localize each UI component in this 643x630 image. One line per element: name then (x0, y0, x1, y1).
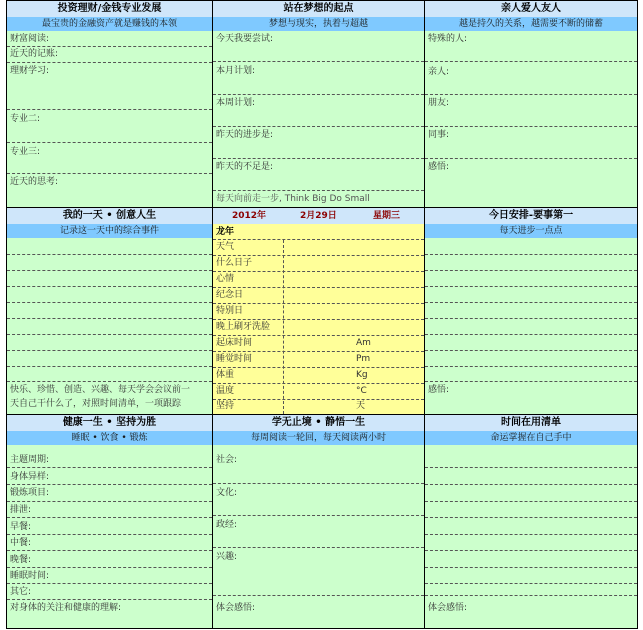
day-footer-line1: 快乐、珍惜、创造、兴趣、每天学会会议前一 (10, 385, 191, 395)
health-label-sleep: 睡眠时间: (10, 571, 50, 581)
date-row-mood: 心情 (216, 274, 235, 284)
section-learning-subtitle: 每周阅读一轮回，每天阅读两小时 (213, 431, 424, 445)
date-row-weight: 体重 (216, 370, 235, 380)
family-label-special: 特殊的人: (428, 34, 468, 44)
learning-label-insight: 体会感悟: (216, 603, 256, 613)
dream-label-progress: 昨天的进步是: (216, 130, 274, 140)
finance-label-thinking: 近天的思考: (10, 177, 59, 187)
date-weekday: 星期三 (373, 211, 401, 221)
dream-label-shortfall: 昨天的不足是: (216, 162, 274, 172)
date-title: 龙年 (216, 227, 235, 237)
date-row-weather: 天气 (216, 242, 235, 252)
date-day: 2月29日 (300, 211, 337, 221)
finance-label-pro2: 专业二: (10, 114, 41, 124)
grid-border (6, 0, 638, 629)
health-label-breakfast: 早餐: (10, 522, 32, 532)
finance-label-study: 理财学习: (10, 66, 50, 76)
dream-label-month: 本月计划: (216, 66, 256, 76)
section-finance-subtitle: 最宝贵的金融资产就是赚钱的本领 (7, 17, 212, 31)
date-row-wake-unit: Am (356, 338, 371, 348)
dream-label-week: 本周计划: (216, 98, 256, 108)
date-row-temperature-unit: °C (356, 386, 367, 396)
date-row-anniversary: 纪念日 (216, 290, 244, 300)
agenda-footer-feeling: 感悟: (428, 385, 450, 395)
family-label-feeling: 感悟: (428, 162, 450, 172)
learning-label-economy: 政经: (216, 520, 238, 530)
section-learning-header: 学无止境 • 静悟一生 (213, 415, 424, 431)
health-label-excretion: 排泄: (10, 505, 32, 515)
health-label-dinner: 晚餐: (10, 555, 32, 565)
date-row-weight-unit: Kg (356, 370, 368, 380)
date-row-sleep: 睡觉时间 (216, 354, 253, 364)
day-footer-line2: 天自己干什么了，对照时间清单，一项跟踪 (10, 399, 182, 409)
learning-label-interest: 兴趣: (216, 552, 238, 562)
section-day-header: 我的一天 • 创意人生 (7, 208, 212, 224)
dream-label-try: 今天我要尝试: (216, 34, 274, 44)
health-label-abnormal: 身体异样: (10, 472, 50, 482)
health-label-exercise: 锻炼项目: (10, 488, 50, 498)
learning-label-culture: 文化: (216, 488, 238, 498)
date-row-temperature: 温度 (216, 386, 235, 396)
section-family-header: 亲人爱人友人 (425, 1, 637, 17)
finance-label-reading: 财富阅读: (10, 34, 50, 44)
section-time-subtitle: 命运掌握在自己手中 (425, 431, 637, 445)
learning-label-society: 社会: (216, 455, 238, 465)
date-row-sleep-unit: Pm (356, 354, 371, 364)
time-footer-insight: 体会感悟: (428, 603, 468, 613)
dream-footer: 每天向前走一步, Think Big Do Small (216, 194, 370, 204)
date-year: 2012年 (232, 211, 267, 221)
health-label-lunch: 中餐: (10, 538, 32, 548)
family-label-colleagues: 同事: (428, 130, 450, 140)
date-row-wake: 起床时间 (216, 338, 253, 348)
date-row-persist-unit: 天 (356, 401, 366, 411)
date-row-special: 特别日 (216, 306, 244, 316)
section-agenda-header: 今日安排-要事第一 (425, 208, 637, 224)
section-time-header: 时间在用清单 (425, 415, 637, 431)
health-label-cycle: 主题周期: (10, 455, 50, 465)
health-label-other: 其它: (10, 587, 32, 597)
date-row-brush: 晚上刷牙洗脸 (216, 322, 271, 332)
finance-label-bookkeeping: 近天的记账: (10, 49, 59, 59)
section-finance-header: 投资理财/金钱专业发展 (7, 1, 212, 17)
date-row-occasion: 什么日子 (216, 258, 253, 268)
section-day-subtitle: 记录这一天中的综合事件 (7, 224, 212, 238)
section-family-subtitle: 越是持久的关系，越需要不断的储蓄 (425, 17, 637, 31)
health-label-understanding: 对身体的关注和健康的理解: (10, 603, 122, 613)
finance-label-pro3: 专业三: (10, 147, 41, 157)
section-dream-header: 站在梦想的起点 (213, 1, 424, 17)
date-row-persist: 坚持 (216, 401, 235, 411)
section-agenda-subtitle: 每天进步一点点 (425, 224, 637, 238)
family-label-friends: 朋友: (428, 98, 450, 108)
section-dream-subtitle: 梦想与现实，执着与超越 (213, 17, 424, 31)
section-health-subtitle: 睡眠 • 饮食 • 锻炼 (7, 431, 212, 445)
family-label-relatives: 亲人: (428, 67, 450, 77)
section-health-header: 健康一生 • 坚持为胜 (7, 415, 212, 431)
